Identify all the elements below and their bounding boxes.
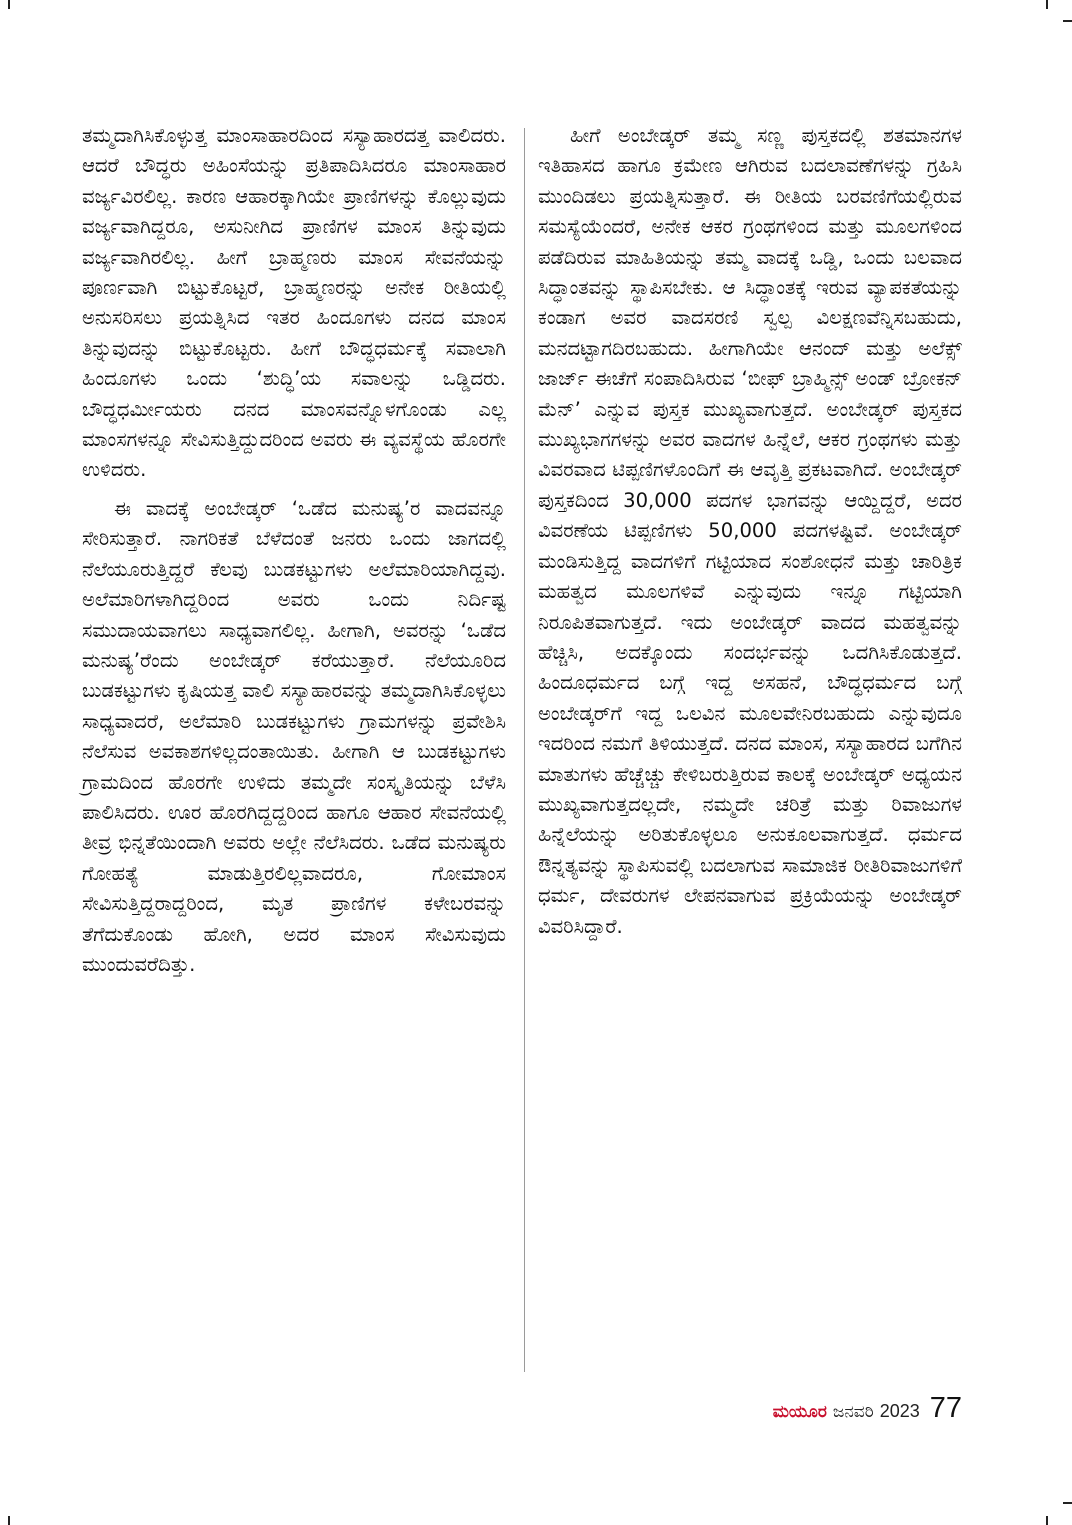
page-footer [773,1392,962,1428]
crop-mark-bottom-left [8,1516,10,1525]
left-paragraph-2: ಈ ವಾದಕ್ಕೆ ಅಂಬೇಡ್ಕರ್ ‘ಒಡೆದ ಮನುಷ್ಯ’ರ ವಾದವನ್ನೂ ಸೇರಿಸುತ್ತಾರೆ. ನಾಗರಿಕತೆ ಬೆಳೆದಂತೆ ಜನರು ಒಂದು ಜಾಗದಲ್ಲಿ ನೆಲೆಯೂರುತ್ತಿದ್ದರೆ ಕೆಲವು ಬುಡಕಟ್ಟುಗಳು ಅಲೆಮಾರಿಯಾಗಿದ್ದವು. ಅಲೆಮಾರಿಗಳಾಗಿದ್ದರಿಂದ ಅವರು ಒಂದು ನಿರ್ದಿಷ್ಟ ಸಮುದಾಯವಾಗಲು ಸಾಧ್ಯವಾಗಲಿಲ್ಲ. ಹೀಗಾಗಿ, ಅವರನ್ನು ‘ಒಡೆದ ಮನುಷ್ಯ’ರೆಂದು ಅಂಬೇಡ್ಕರ್ ಕರೆಯುತ್ತಾರೆ. ನೆಲೆಯೂರಿದ ಬುಡಕಟ್ಟುಗಳು ಕೃಷಿಯತ್ತ ವಾಲಿ ಸಸ್ಯಾಹಾರವನ್ನು ತಮ್ಮದಾಗಿಸಿಕೊಳ್ಳಲು ಸಾಧ್ಯವಾದರೆ, ಅಲೆಮಾರಿ ಬುಡಕಟ್ಟುಗಳು ಗ್ರಾಮಗಳನ್ನು ಪ್ರವೇಶಿಸಿ ನೆಲೆಸುವ ಅವಕಾಶಗಳಿಲ್ಲದಂತಾಯಿತು. ಹೀಗಾಗಿ ಆ ಬುಡಕಟ್ಟುಗಳು ಗ್ರಾಮದಿಂದ ಹೊರಗೇ ಉಳಿದು ತಮ್ಮದೇ ಸಂಸ್ಕೃತಿಯನ್ನು ಬೆಳೆಸಿ ಪಾಲಿಸಿದರು. ಊರ ಹೊರಗಿದ್ದದ್ದರಿಂದ ಹಾಗೂ ಆಹಾರ ಸೇವನೆಯಲ್ಲಿ ತೀವ್ರ ಭಿನ್ನತೆಯಿಂದಾಗಿ ಅವರು ಅಲ್ಲೇ ನೆಲೆಸಿದರು. ಒಡೆದ ಮನುಷ್ಯರು ಗೋಹತ್ಯೆ ಮಾಡುತ್ತಿರಲಿಲ್ಲವಾದರೂ, ಗೋಮಾಂಸ ಸೇವಿಸುತ್ತಿದ್ದರಾದ್ದರಿಂದ, ಮೃತ ಪ್ರಾಣಿಗಳ ಕಳೇಬರವನ್ನು ತೆಗೆದುಕೊಂಡು ಹೋಗಿ, ಅದರ ಮಾಂಸ ಸೇವಿಸುವುದು ಮುಂದುವರೆದಿತ್ತು. [82,496,506,976]
right-paragraph-1: ಹೀಗೆ ಅಂಬೇಡ್ಕರ್ ತಮ್ಮ ಸಣ್ಣ ಪುಸ್ತಕದಲ್ಲಿ ಶತಮಾನಗಳ ಇತಿಹಾಸದ ಹಾಗೂ ಕ್ರಮೇಣ ಆಗಿರುವ ಬದಲಾವಣೆಗಳನ್ನು ಗ್ರಹಿಸಿ ಮುಂದಿಡಲು ಪ್ರಯತ್ನಿಸುತ್ತಾರೆ. ಈ ರೀತಿಯ ಬರವಣಿಗೆಯಲ್ಲಿರುವ ಸಮಸ್ಯೆಯೆಂದರೆ, ಅನೇಕ ಆಕರ ಗ್ರಂಥಗಳಿಂದ ಮತ್ತು ಮೂಲಗಳಿಂದ ಪಡೆದಿರುವ ಮಾಹಿತಿಯನ್ನು ತಮ್ಮ ವಾದಕ್ಕೆ ಒಡ್ಡಿ, ಒಂದು ಬಲವಾದ ಸಿದ್ಧಾಂತವನ್ನು ಸ್ಥಾಪಿಸಬೇಕು. ಆ ಸಿದ್ಧಾಂತಕ್ಕೆ ಇರುವ ವ್ಯಾಪಕತೆಯನ್ನು ಕಂಡಾಗ ಅವರ ವಾದಸರಣಿ ಸ್ವಲ್ಪ ವಿಲಕ್ಷಣವೆನ್ನಿಸಬಹುದು, ಮನದಟ್ಟಾಗದಿರಬಹುದು. ಹೀಗಾಗಿಯೇ ಆನಂದ್ ಮತ್ತು ಅಲೆಕ್ಸ್ ಜಾರ್ಜ್ ಈಚೆಗೆ ಸಂಪಾದಿಸಿರುವ ‘ಬೀಫ್ ಬ್ರಾಹ್ಮಿನ್ಸ್ ಅಂಡ್ ಬ್ರೋಕನ್ ಮೆನ್’ ಎನ್ನುವ ಪುಸ್ತಕ ಮುಖ್ಯವಾಗುತ್ತದೆ. ಅಂಬೇಡ್ಕರ್ ಪುಸ್ತಕದ ಮುಖ್ಯಭಾಗಗಳನ್ನು ಅವರ ವಾದಗಳ ಹಿನ್ನೆಲೆ, ಆಕರ ಗ್ರಂಥಗಳು ಮತ್ತು ವಿವರವಾದ ಟಿಪ್ಪಣಿಗಳೊಂದಿಗೆ ಈ ಆವೃತ್ತಿ ಪ್ರಕಟವಾಗಿದೆ. ಅಂಬೇಡ್ಕರ್ ಪುಸ್ತಕದಿಂದ 30,000 ಪದಗಳ ಭಾಗವನ್ನು ಆಯ್ದಿದ್ದರೆ, ಅದರ ವಿವರಣೆಯ ಟಿಪ್ಪಣಿಗಳು 50,000 ಪದಗಳಷ್ಟಿವೆ. ಅಂಬೇಡ್ಕರ್ ಮಂಡಿಸುತ್ತಿದ್ದ ವಾದಗಳಿಗೆ ಗಟ್ಟಿಯಾದ ಸಂಶೋಧನೆ ಮತ್ತು ಚಾರಿತ್ರಿಕ ಮಹತ್ವದ ಮೂಲಗಳಿವೆ ಎನ್ನುವುದು ಇನ್ನೂ ಗಟ್ಟಿಯಾಗಿ ನಿರೂಪಿತವಾಗುತ್ತದೆ. ಇದು ಅಂಬೇಡ್ಕರ್ ವಾದದ ಮಹತ್ವವನ್ನು ಹೆಚ್ಚಿಸಿ, ಅದಕ್ಕೊಂದು ಸಂದರ್ಭವನ್ನು ಒದಗಿಸಿಕೊಡುತ್ತದೆ. ಹಿಂದೂಧರ್ಮದ ಬಗ್ಗೆ ಇದ್ದ ಅಸಹನೆ, ಬೌದ್ಧಧರ್ಮದ ಬಗ್ಗೆ ಅಂಬೇಡ್ಕರ್‌ಗೆ ಇದ್ದ ಒಲವಿನ ಮೂಲವೇನಿರಬಹುದು ಎನ್ನುವುದೂ ಇದರಿಂದ ನಮಗೆ ತಿಳಿಯುತ್ತದೆ. ದನದ ಮಾಂಸ, ಸಸ್ಯಾಹಾರದ ಬಗೆಗಿನ ಮಾತುಗಳು ಹೆಚ್ಚೆಚ್ಚು ಕೇಳಿಬರುತ್ತಿರುವ ಕಾಲಕ್ಕೆ ಅಂಬೇಡ್ಕರ್ ಅಧ್ಯಯನ ಮುಖ್ಯವಾಗುತ್ತದಲ್ಲದೇ, ನಮ್ಮದೇ ಚರಿತ್ರೆ ಮತ್ತು ರಿವಾಜುಗಳ ಹಿನ್ನೆಲೆಯನ್ನು ಅರಿತುಕೊಳ್ಳಲೂ ಅನುಕೂಲವಾಗುತ್ತದೆ. ಧರ್ಮದ ಔನ್ನತ್ಯವನ್ನು ಸ್ಥಾಪಿಸುವಲ್ಲಿ ಬದಲಾಗುವ ಸಾಮಾಜಿಕ ರೀತಿರಿವಾಜುಗಳಿಗೆ ಧರ್ಮ, ದೇವರುಗಳ ಲೇಪನವಾಗುವ ಪ್ರಕ್ರಿಯೆಯನ್ನು ಅಂಬೇಡ್ಕರ್ ವಿವರಿಸಿದ್ದಾರೆ. [538,124,962,938]
magazine-name: ಮಯೂರ [772,1402,827,1422]
crop-mark-top-right [1046,0,1048,9]
crop-mark-top-left [8,0,10,9]
issue-month: ಜನವರಿ [832,1402,874,1422]
left-paragraph-1: ತಮ್ಮದಾಗಿಸಿಕೊಳ್ಳುತ್ತ ಮಾಂಸಾಹಾರದಿಂದ ಸಸ್ಯಾಹಾರದತ್ತ ವಾಲಿದರು. ಆದರೆ ಬೌದ್ಧರು ಅಹಿಂಸೆಯನ್ನು ಪ್ರತಿಪಾದಿಸಿದರೂ ಮಾಂಸಾಹಾರ ವರ್ಜ್ಯವಿರಲಿಲ್ಲ. ಕಾರಣ ಆಹಾರಕ್ಕಾಗಿಯೇ ಪ್ರಾಣಿಗಳನ್ನು ಕೊಲ್ಲುವುದು ವರ್ಜ್ಯವಾಗಿದ್ದರೂ, ಅಸುನೀಗಿದ ಪ್ರಾಣಿಗಳ ಮಾಂಸ ತಿನ್ನುವುದು ವರ್ಜ್ಯವಾಗಿರಲಿಲ್ಲ. ಹೀಗೆ ಬ್ರಾಹ್ಮಣರು ಮಾಂಸ ಸೇವನೆಯನ್ನು ಪೂರ್ಣವಾಗಿ ಬಿಟ್ಟುಕೊಟ್ಟರೆ, ಬ್ರಾಹ್ಮಣರನ್ನು ಅನೇಕ ರೀತಿಯಲ್ಲಿ ಅನುಸರಿಸಲು ಪ್ರಯತ್ನಿಸಿದ ಇತರ ಹಿಂದೂಗಳು ದನದ ಮಾಂಸ ತಿನ್ನುವುದನ್ನು ಬಿಟ್ಟುಕೊಟ್ಟರು. ಹೀಗೆ ಬೌದ್ಧಧರ್ಮಕ್ಕೆ ಸವಾಲಾಗಿ ಹಿಂದೂಗಳು ಒಂದು ‘ಶುದ್ಧಿ’ಯ ಸವಾಲನ್ನು ಒಡ್ಡಿದರು. ಬೌದ್ಧಧರ್ಮೀಯರು ದನದ ಮಾಂಸವನ್ನೊಳಗೊಂಡು ಎಲ್ಲ ಮಾಂಸಗಳನ್ನೂ ಸೇವಿಸುತ್ತಿದ್ದುದರಿಂದ ಅವರು ಈ ವ್ಯವಸ್ಥೆಯ ಹೊರಗೇ ಉಳಿದರು. [82,124,506,482]
left-column [82,121,506,980]
column-divider [524,128,525,1372]
page-number: 77 [929,1392,962,1424]
right-column [538,121,962,942]
crop-mark-bottom-right [1046,1516,1048,1525]
crop-mark-right-upper [1063,20,1072,22]
crop-mark-right-lower [1063,1502,1072,1504]
issue-year: 2023 [879,1401,920,1421]
